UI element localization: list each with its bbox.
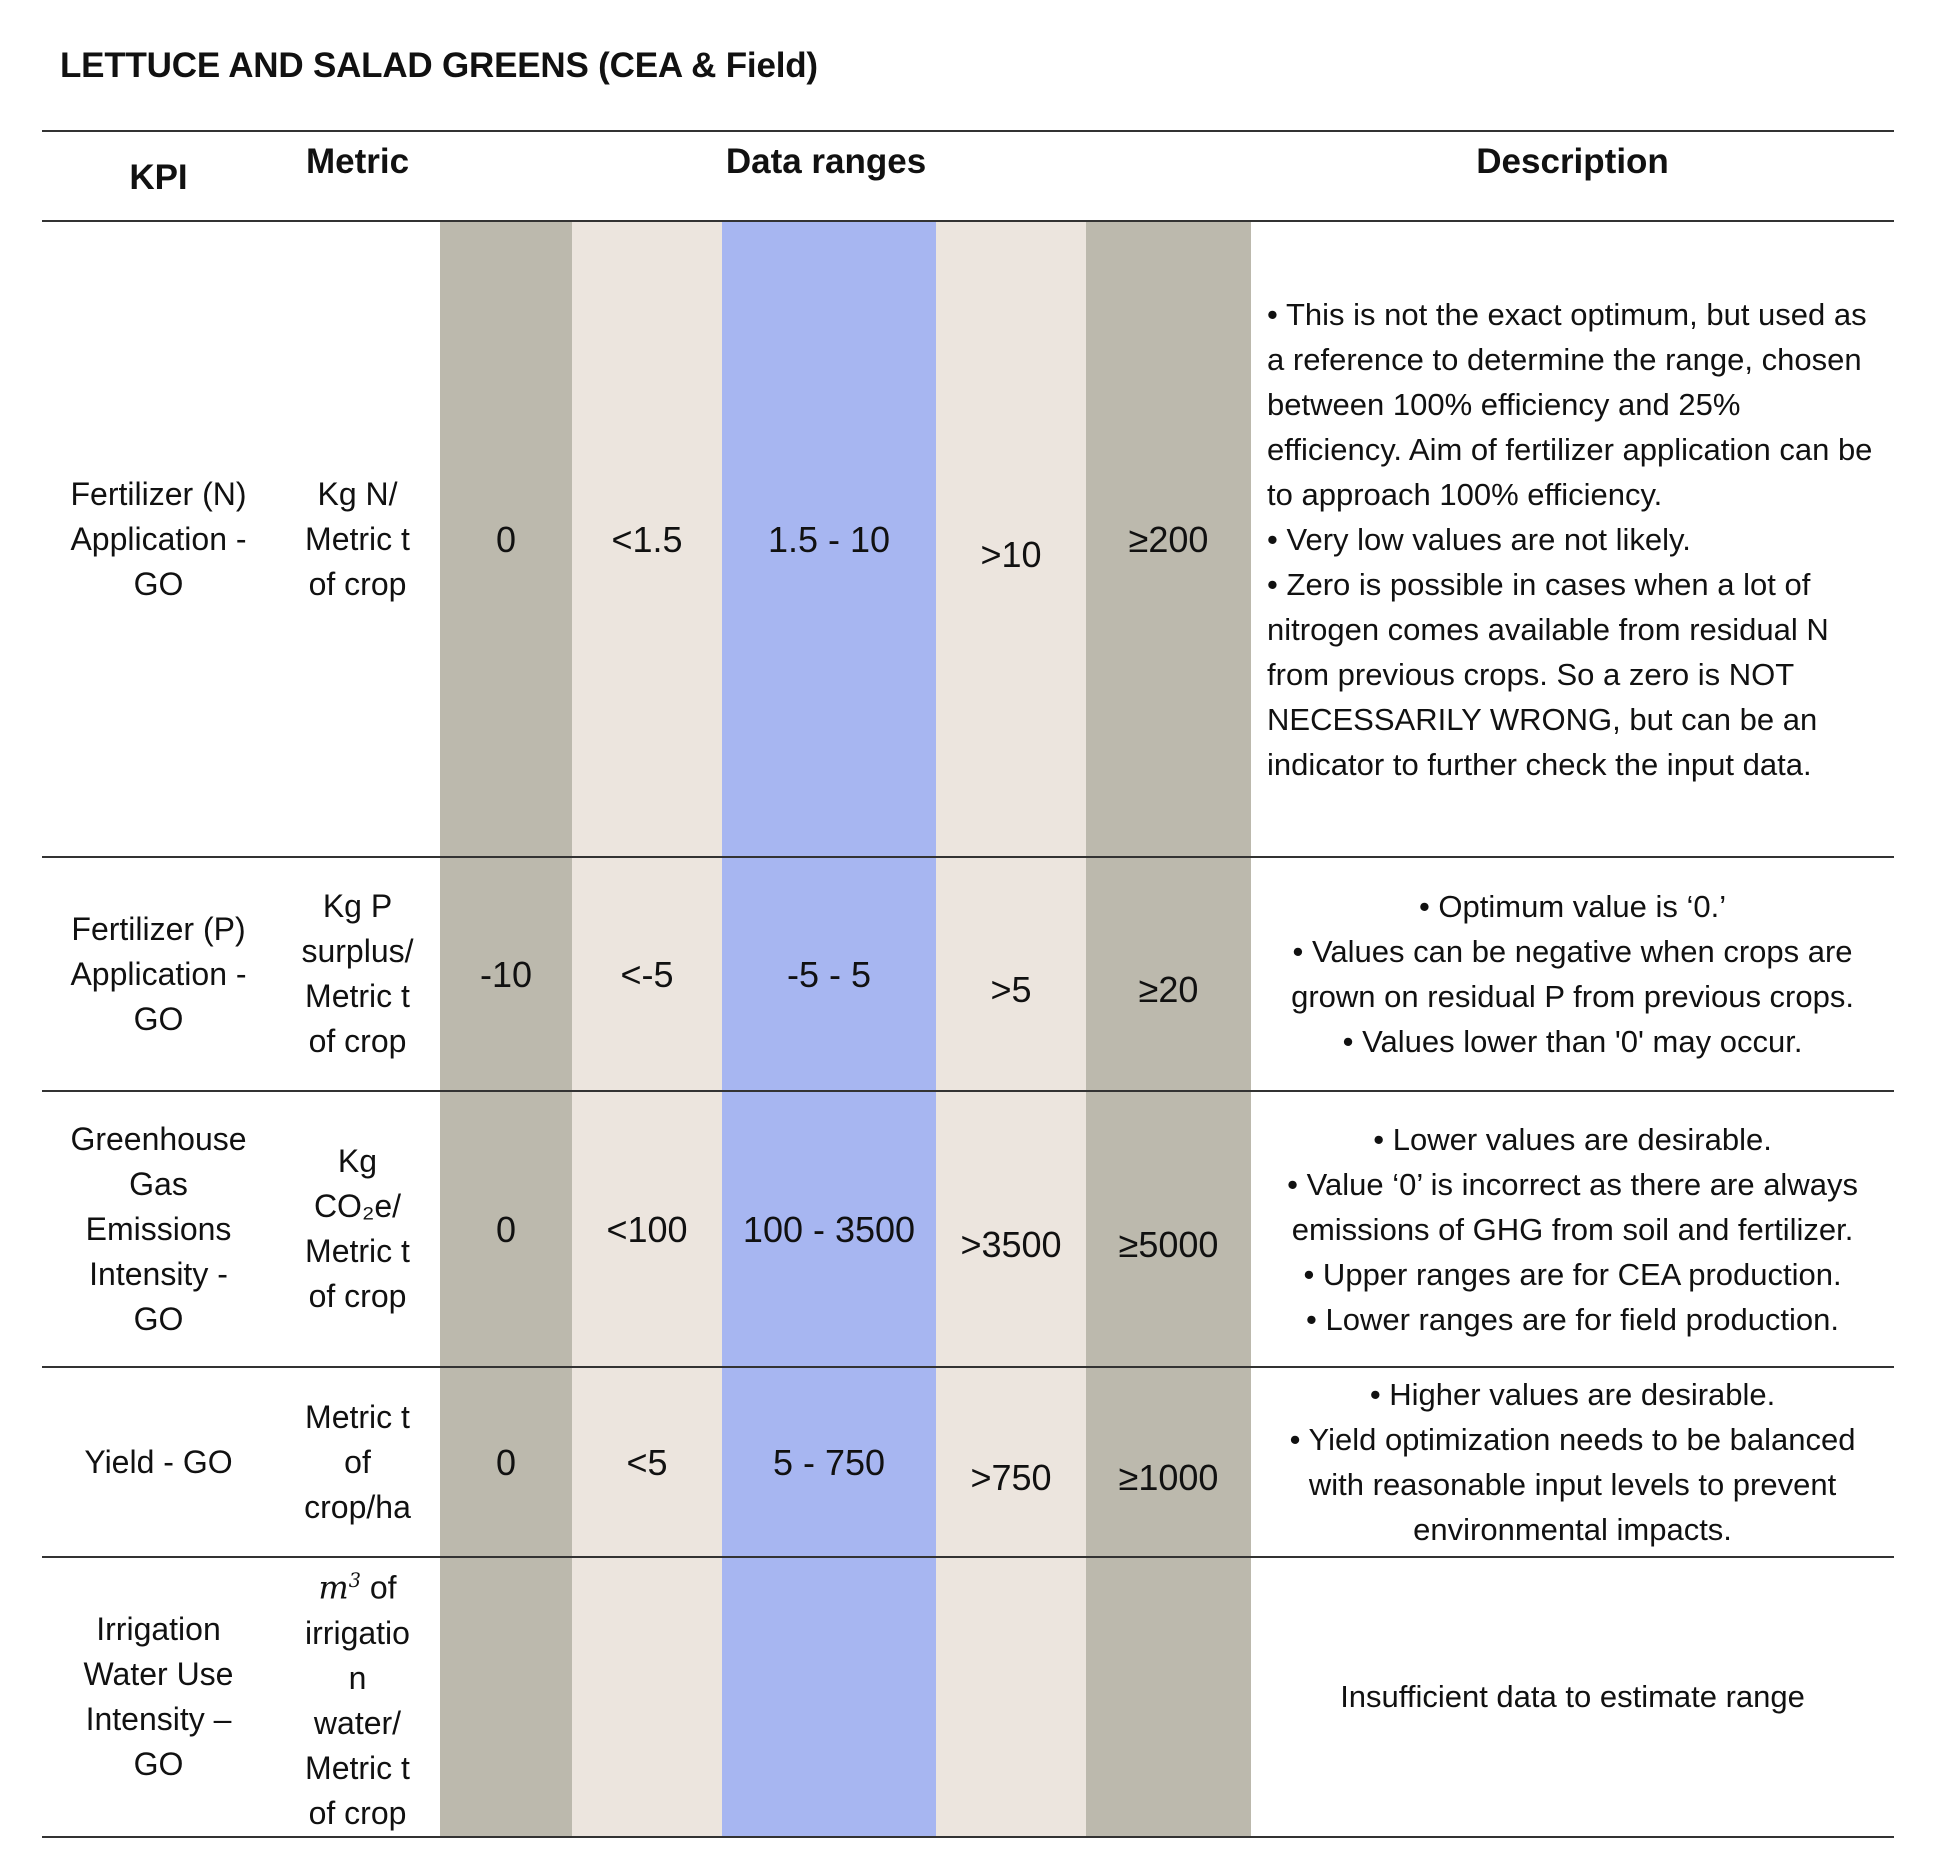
range-lower-bound xyxy=(440,1557,572,1837)
kpi-line: GO xyxy=(133,1745,184,1782)
description-line: • Upper ranges are for CEA production. xyxy=(1303,1256,1842,1292)
metric-line: CO₂e/ xyxy=(313,1188,402,1224)
range-low xyxy=(572,1557,722,1837)
range-low: <-5 xyxy=(572,857,722,1091)
metric-line: Metric t xyxy=(305,1749,410,1786)
kpi-cell xyxy=(42,1557,275,1837)
metric-line: Metric t xyxy=(305,978,410,1014)
metric-line: Metric t xyxy=(305,520,410,557)
kpi-line: Fertilizer (N) xyxy=(70,475,247,512)
range-low: <100 xyxy=(572,1091,722,1367)
kpi-cell xyxy=(42,1367,275,1557)
metric-line: water/ xyxy=(313,1704,402,1741)
kpi-line: Yield - GO xyxy=(84,1443,233,1480)
description-line: • This is not the exact optimum, but used as a reference to determine the range, chosen between 100% efficiency and 25% efficiency. Aim of fertilizer application can be to approach 100% efficiency. xyxy=(1267,296,1873,512)
range-high xyxy=(936,1557,1086,1837)
metric-line: crop/ha xyxy=(304,1488,411,1525)
range-lower-bound: 0 xyxy=(440,221,572,857)
header-description: Description xyxy=(1251,131,1894,221)
metric-line: Kg P xyxy=(322,888,393,924)
kpi-line: Gas xyxy=(129,1165,188,1202)
metric-unit-exponent: 3 xyxy=(348,1569,361,1592)
kpi-cell xyxy=(42,1091,275,1367)
description-line: • Values can be negative when crops are grown on residual P from previous crops. xyxy=(1291,934,1854,1014)
table-row xyxy=(42,1367,1894,1557)
metric-line: of xyxy=(344,1443,371,1480)
kpi-cell xyxy=(42,221,275,857)
description-line: Insufficient data to estimate range xyxy=(1340,1679,1805,1715)
metric-line: Metric t xyxy=(305,1233,410,1269)
metric-line: n xyxy=(348,1659,367,1696)
kpi-line: GO xyxy=(133,1000,184,1037)
description-line: • Zero is possible in cases when a lot of nitrogen comes available from residual N from previous crops. So a zero is NOT NECESSARILY WRONG, but can be an indicator to further check the input data. xyxy=(1267,566,1829,782)
table-row xyxy=(42,857,1894,1091)
range-optimum: -5 - 5 xyxy=(722,857,936,1091)
header-kpi: KPI xyxy=(42,131,275,221)
range-upper-bound xyxy=(1086,1557,1251,1837)
range-optimum: 100 - 3500 xyxy=(722,1091,936,1367)
range-upper-bound: ≥20 xyxy=(1086,857,1251,1091)
description-cell xyxy=(1251,857,1894,1091)
description-line: • Higher values are desirable. xyxy=(1369,1377,1776,1412)
header-metric: Metric xyxy=(275,131,440,221)
range-low: <1.5 xyxy=(572,221,722,857)
kpi-cell xyxy=(42,857,275,1091)
metric-line: surplus/ xyxy=(301,933,414,969)
range-lower-bound: -10 xyxy=(440,857,572,1091)
kpi-line: Application - xyxy=(70,520,247,557)
metric-line: of crop xyxy=(308,1794,407,1831)
kpi-line: GO xyxy=(133,1300,184,1337)
metric-line: of crop xyxy=(308,565,407,602)
description-cell xyxy=(1251,1091,1894,1367)
range-upper-bound: ≥1000 xyxy=(1086,1367,1251,1557)
description-line: • Yield optimization needs to be balanced with reasonable input levels to prevent environmental impacts. xyxy=(1289,1422,1856,1547)
header-row xyxy=(42,131,1894,221)
range-low: <5 xyxy=(572,1367,722,1557)
range-optimum: 1.5 - 10 xyxy=(722,221,936,857)
metric-line: Metric t xyxy=(305,1398,410,1435)
range-high: >750 xyxy=(936,1367,1086,1557)
kpi-line: Intensity – xyxy=(85,1700,232,1737)
description-cell xyxy=(1251,1367,1894,1557)
description-line: • Lower values are desirable. xyxy=(1373,1121,1772,1157)
range-optimum: 5 - 750 xyxy=(722,1367,936,1557)
description-line: • Very low values are not likely. xyxy=(1267,521,1691,557)
metric-line: of crop xyxy=(308,1278,407,1314)
header-data-ranges: Data ranges xyxy=(440,131,1251,221)
kpi-line: Emissions xyxy=(85,1210,232,1247)
metric-unit: m xyxy=(318,1568,349,1607)
description-line: • Value ‘0’ is incorrect as there are always emissions of GHG from soil and fertilizer. xyxy=(1287,1166,1858,1247)
kpi-line: GO xyxy=(133,565,184,602)
metric-cell xyxy=(275,1367,440,1557)
range-upper-bound: ≥200 xyxy=(1086,221,1251,857)
table-row xyxy=(42,221,1894,857)
metric-line: Kg xyxy=(337,1143,378,1179)
kpi-line: Water Use xyxy=(83,1655,234,1692)
metric-cell xyxy=(275,221,440,857)
kpi-line: Irrigation xyxy=(96,1610,221,1647)
metric-line: Kg N/ xyxy=(317,475,398,512)
metric-line: irrigatio xyxy=(305,1614,410,1651)
kpi-line: Greenhouse xyxy=(70,1120,247,1157)
range-upper-bound: ≥5000 xyxy=(1086,1091,1251,1367)
description-line: • Values lower than '0' may occur. xyxy=(1342,1024,1803,1059)
metric-cell xyxy=(275,1091,440,1367)
metric-unit-suffix: of xyxy=(360,1569,397,1606)
metric-line: of crop xyxy=(308,1023,407,1059)
range-high: >5 xyxy=(936,857,1086,1091)
range-optimum xyxy=(722,1557,936,1837)
description-line: • Lower ranges are for field production. xyxy=(1306,1301,1840,1337)
range-high: >10 xyxy=(936,221,1086,857)
kpi-table xyxy=(42,130,1894,1838)
kpi-line: Fertilizer (P) xyxy=(71,910,246,947)
table-row xyxy=(42,1091,1894,1367)
metric-line-unit xyxy=(281,1558,434,1611)
page-title: LETTUCE AND SALAD GREENS (CEA & Field) xyxy=(60,46,818,85)
kpi-line: Intensity - xyxy=(89,1255,228,1292)
description-cell xyxy=(1251,221,1894,857)
description-cell xyxy=(1251,1557,1894,1837)
description-line: • Optimum value is ‘0.’ xyxy=(1418,889,1727,924)
range-lower-bound: 0 xyxy=(440,1091,572,1367)
range-lower-bound: 0 xyxy=(440,1367,572,1557)
metric-cell xyxy=(275,1557,440,1837)
kpi-line: Application - xyxy=(70,955,247,992)
range-high: >3500 xyxy=(936,1091,1086,1367)
table-row xyxy=(42,1557,1894,1837)
metric-cell xyxy=(275,857,440,1091)
